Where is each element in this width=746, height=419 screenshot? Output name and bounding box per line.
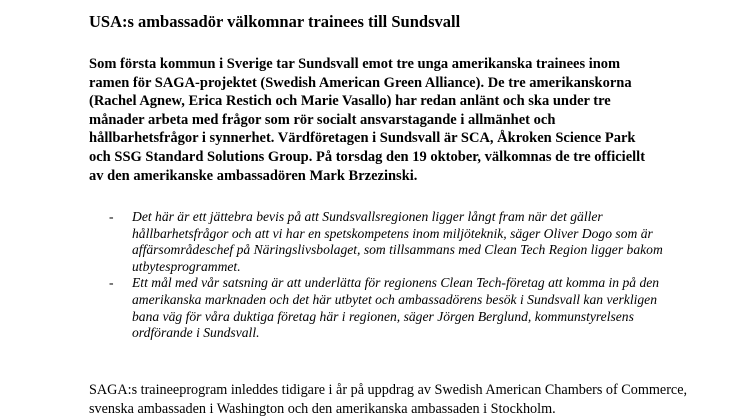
document-page <box>89 12 709 417</box>
page-title: USA:s ambassadör välkomnar trainees till Sundsvall <box>89 12 461 31</box>
quote-text: Det här är ett jättebra bevis på att Sundsvallsregionen ligger långt fram när det gäller hållbarhetsfrågor och att vi har en spetskompetens inom miljöteknik, säger Oliver Dogo som är affärsområdeschef på Näringslivsbolaget, som tillsammans med Clean Tech Region ligger bakom utbytesprogrammet. <box>132 209 663 274</box>
list-item <box>89 275 667 341</box>
quote-list <box>89 209 689 342</box>
footer-paragraph: SAGA:s traineeprogram inleddes tidigare i år på uppdrag av Swedish American Chambers of Commerce, svenska ambassaden i Washington och den amerikanska ambassaden i Stockholm. <box>89 382 688 417</box>
list-item <box>89 209 667 275</box>
dash-bullet: - <box>109 275 114 291</box>
dash-bullet: - <box>109 209 114 224</box>
lead-paragraph: Som första kommun i Sverige tar Sundsvall emot tre unga amerikanska trainees inom ramen för SAGA-projektet (Swedish American Green Alliance). De tre amerikanskorna (Rachel Agnew, Erica Restich och Marie Vasallo) har redan anlänt och ska under tre månader arbeta med frågor som rör socialt ansvarstagande i allmänhet och hållbarhetsfrågor i synnerhet. Värdföretagen i Sundsvall är SCA, Åkroken Science Park och SSG Standard Solutions Group. På torsdag den 19 oktober, välkomnas de tre officiellt av den amerikanske ambassadören Mark Brzezinski. <box>89 56 646 184</box>
quote-text: Ett mål med vår satsning är att underlätta för regionens Clean Tech-företag att komma in på den amerikanska marknaden och det här utbytet och ambassadörens besök i Sundsvall kan verkligen bana väg för våra duktiga företag här i regionen, säger Jörgen Berglund, kommunstyrelsens ordförande i Sundsvall. <box>132 275 660 341</box>
